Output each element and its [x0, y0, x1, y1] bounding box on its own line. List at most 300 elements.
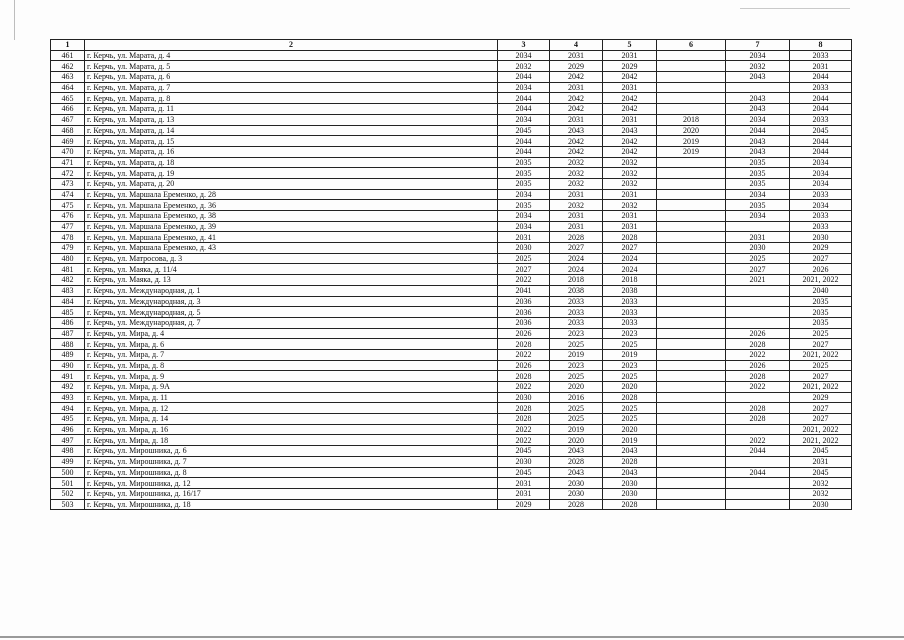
address-cell: г. Керчь, ул. Марата, д. 5: [85, 61, 498, 72]
row-number: 489: [51, 349, 85, 360]
year-cell: 2030: [726, 243, 790, 254]
year-cell: 2032: [790, 488, 852, 499]
row-number: 472: [51, 168, 85, 179]
year-cell: [657, 296, 726, 307]
table-row: [51, 382, 852, 393]
year-cell: [657, 478, 726, 489]
year-cell: 2034: [498, 221, 550, 232]
year-cell: [726, 392, 790, 403]
year-cell: [657, 285, 726, 296]
row-number: 503: [51, 499, 85, 510]
year-cell: 2020: [550, 435, 603, 446]
year-cell: 2033: [550, 317, 603, 328]
year-cell: [657, 424, 726, 435]
column-header: 8: [790, 40, 852, 51]
year-cell: [657, 392, 726, 403]
address-cell: г. Керчь, ул. Маршала Еременко, д. 43: [85, 243, 498, 254]
year-cell: 2034: [498, 50, 550, 61]
year-cell: 2044: [790, 93, 852, 104]
year-cell: 2025: [790, 328, 852, 339]
table-row: [51, 264, 852, 275]
row-number: 469: [51, 136, 85, 147]
year-cell: 2035: [498, 157, 550, 168]
year-cell: [657, 61, 726, 72]
address-cell: г. Керчь, ул. Марата, д. 20: [85, 178, 498, 189]
table-row: [51, 211, 852, 222]
year-cell: 2029: [603, 61, 657, 72]
year-cell: 2031: [498, 232, 550, 243]
year-cell: 2033: [790, 50, 852, 61]
year-cell: [657, 50, 726, 61]
table-row: [51, 446, 852, 457]
year-cell: 2035: [498, 168, 550, 179]
year-cell: 2042: [550, 136, 603, 147]
row-number: 498: [51, 446, 85, 457]
year-cell: 2021, 2022: [790, 275, 852, 286]
address-cell: г. Керчь, ул. Марата, д. 13: [85, 114, 498, 125]
row-number: 478: [51, 232, 85, 243]
row-number: 463: [51, 72, 85, 83]
year-cell: 2032: [603, 200, 657, 211]
year-cell: 2028: [550, 456, 603, 467]
year-cell: 2019: [603, 435, 657, 446]
address-cell: г. Керчь, ул. Марата, д. 4: [85, 50, 498, 61]
year-cell: 2043: [603, 467, 657, 478]
year-cell: 2033: [603, 307, 657, 318]
year-cell: 2022: [726, 349, 790, 360]
year-cell: 2031: [603, 189, 657, 200]
year-cell: 2044: [790, 136, 852, 147]
year-cell: [726, 296, 790, 307]
year-cell: [726, 499, 790, 510]
address-cell: г. Керчь, ул. Мира, д. 4: [85, 328, 498, 339]
address-cell: г. Керчь, ул. Матросова, д. 3: [85, 253, 498, 264]
year-cell: 2035: [726, 200, 790, 211]
year-cell: [657, 211, 726, 222]
year-cell: 2034: [498, 189, 550, 200]
year-cell: 2032: [550, 157, 603, 168]
year-cell: 2031: [726, 232, 790, 243]
year-cell: 2043: [550, 125, 603, 136]
year-cell: 2035: [790, 296, 852, 307]
registry-table: [50, 39, 852, 510]
address-cell: г. Керчь, ул. Мирошника, д. 18: [85, 499, 498, 510]
year-cell: 2022: [726, 382, 790, 393]
address-cell: г. Керчь, ул. Маршала Еременко, д. 39: [85, 221, 498, 232]
year-cell: [657, 200, 726, 211]
year-cell: 2028: [726, 371, 790, 382]
year-cell: 2022: [498, 435, 550, 446]
row-number: 465: [51, 93, 85, 104]
address-cell: г. Керчь, ул. Маршала Еременко, д. 28: [85, 189, 498, 200]
address-cell: г. Керчь, ул. Мирошника, д. 12: [85, 478, 498, 489]
year-cell: 2035: [790, 317, 852, 328]
year-cell: 2022: [726, 435, 790, 446]
year-cell: 2031: [603, 114, 657, 125]
row-number: 464: [51, 82, 85, 93]
table-row: [51, 360, 852, 371]
address-cell: г. Керчь, ул. Международная, д. 5: [85, 307, 498, 318]
year-cell: 2022: [498, 382, 550, 393]
year-cell: 2027: [498, 264, 550, 275]
year-cell: 2019: [550, 349, 603, 360]
table-row: [51, 253, 852, 264]
table-row: [51, 339, 852, 350]
year-cell: 2027: [790, 371, 852, 382]
year-cell: 2031: [603, 221, 657, 232]
table-row: [51, 349, 852, 360]
year-cell: 2034: [498, 211, 550, 222]
year-cell: 2044: [726, 467, 790, 478]
year-cell: 2023: [550, 360, 603, 371]
year-cell: 2032: [550, 178, 603, 189]
table-row: [51, 435, 852, 446]
year-cell: 2028: [603, 456, 657, 467]
year-cell: 2019: [550, 424, 603, 435]
table-row: [51, 72, 852, 83]
row-number: 471: [51, 157, 85, 168]
year-cell: 2031: [550, 211, 603, 222]
year-cell: 2031: [790, 61, 852, 72]
year-cell: 2034: [790, 168, 852, 179]
year-cell: 2026: [498, 328, 550, 339]
year-cell: 2018: [657, 114, 726, 125]
year-cell: 2042: [603, 136, 657, 147]
year-cell: 2022: [498, 424, 550, 435]
year-cell: 2030: [790, 499, 852, 510]
year-cell: 2019: [657, 136, 726, 147]
row-number: 500: [51, 467, 85, 478]
row-number: 497: [51, 435, 85, 446]
address-cell: г. Керчь, ул. Мира, д. 8: [85, 360, 498, 371]
year-cell: 2043: [726, 72, 790, 83]
year-cell: 2024: [550, 264, 603, 275]
row-number: 494: [51, 403, 85, 414]
row-number: 482: [51, 275, 85, 286]
table-row: [51, 328, 852, 339]
row-number: 502: [51, 488, 85, 499]
column-header: 3: [498, 40, 550, 51]
year-cell: [657, 499, 726, 510]
year-cell: 2024: [550, 253, 603, 264]
address-cell: г. Керчь, ул. Мира, д. 9А: [85, 382, 498, 393]
year-cell: 2034: [498, 82, 550, 93]
year-cell: 2031: [498, 478, 550, 489]
year-cell: 2019: [603, 349, 657, 360]
address-cell: г. Керчь, ул. Международная, д. 7: [85, 317, 498, 328]
year-cell: 2019: [657, 146, 726, 157]
year-cell: 2028: [498, 371, 550, 382]
year-cell: [657, 339, 726, 350]
year-cell: 2043: [603, 446, 657, 457]
table-row: [51, 136, 852, 147]
address-cell: г. Керчь, ул. Маршала Еременко, д. 41: [85, 232, 498, 243]
year-cell: 2027: [603, 243, 657, 254]
scan-edge-mark: [0, 636, 904, 638]
year-cell: 2042: [550, 104, 603, 115]
year-cell: [657, 446, 726, 457]
table-row: [51, 499, 852, 510]
year-cell: 2045: [498, 446, 550, 457]
year-cell: 2033: [790, 189, 852, 200]
address-cell: г. Керчь, ул. Мира, д. 18: [85, 435, 498, 446]
address-cell: г. Керчь, ул. Мира, д. 12: [85, 403, 498, 414]
table-row: [51, 189, 852, 200]
table-row: [51, 157, 852, 168]
year-cell: 2031: [550, 82, 603, 93]
year-cell: 2030: [550, 478, 603, 489]
year-cell: 2027: [790, 253, 852, 264]
address-cell: г. Керчь, ул. Мирошника, д. 16/17: [85, 488, 498, 499]
year-cell: 2040: [790, 285, 852, 296]
address-cell: г. Керчь, ул. Мира, д. 6: [85, 339, 498, 350]
year-cell: 2044: [726, 446, 790, 457]
year-cell: 2022: [498, 349, 550, 360]
year-cell: 2027: [550, 243, 603, 254]
address-cell: г. Керчь, ул. Марата, д. 8: [85, 93, 498, 104]
year-cell: 2020: [657, 125, 726, 136]
year-cell: [726, 456, 790, 467]
row-number: 499: [51, 456, 85, 467]
year-cell: 2043: [726, 146, 790, 157]
year-cell: 2030: [498, 456, 550, 467]
year-cell: 2025: [603, 339, 657, 350]
year-cell: 2034: [726, 50, 790, 61]
table-row: [51, 456, 852, 467]
year-cell: [657, 382, 726, 393]
year-cell: 2025: [550, 371, 603, 382]
year-cell: 2044: [790, 146, 852, 157]
year-cell: 2044: [498, 146, 550, 157]
year-cell: 2025: [603, 414, 657, 425]
table-header-row: [51, 40, 852, 51]
row-number: 477: [51, 221, 85, 232]
year-cell: 2018: [550, 275, 603, 286]
year-cell: 2038: [550, 285, 603, 296]
year-cell: 2028: [726, 339, 790, 350]
year-cell: 2025: [790, 360, 852, 371]
year-cell: [657, 253, 726, 264]
year-cell: 2042: [550, 72, 603, 83]
year-cell: 2032: [726, 61, 790, 72]
year-cell: 2025: [726, 253, 790, 264]
year-cell: [657, 243, 726, 254]
address-cell: г. Керчь, ул. Маяка, д. 11/4: [85, 264, 498, 275]
column-header: 5: [603, 40, 657, 51]
year-cell: 2033: [603, 296, 657, 307]
year-cell: 2033: [550, 296, 603, 307]
year-cell: [657, 328, 726, 339]
table-row: [51, 221, 852, 232]
table-row: [51, 114, 852, 125]
year-cell: 2032: [603, 178, 657, 189]
year-cell: 2028: [498, 403, 550, 414]
year-cell: [726, 82, 790, 93]
year-cell: [657, 435, 726, 446]
address-cell: г. Керчь, ул. Мирошника, д. 7: [85, 456, 498, 467]
year-cell: 2044: [498, 93, 550, 104]
row-number: 467: [51, 114, 85, 125]
year-cell: 2034: [726, 189, 790, 200]
table-row: [51, 125, 852, 136]
year-cell: [657, 307, 726, 318]
year-cell: [726, 307, 790, 318]
year-cell: 2032: [550, 168, 603, 179]
year-cell: 2042: [603, 104, 657, 115]
year-cell: 2032: [603, 168, 657, 179]
column-header: 4: [550, 40, 603, 51]
year-cell: [726, 424, 790, 435]
address-cell: г. Керчь, ул. Марата, д. 11: [85, 104, 498, 115]
row-number: 476: [51, 211, 85, 222]
year-cell: 2034: [790, 178, 852, 189]
year-cell: 2031: [603, 211, 657, 222]
year-cell: 2030: [498, 243, 550, 254]
year-cell: [657, 360, 726, 371]
table-row: [51, 178, 852, 189]
year-cell: 2034: [790, 157, 852, 168]
year-cell: 2041: [498, 285, 550, 296]
year-cell: 2033: [603, 317, 657, 328]
year-cell: 2029: [790, 392, 852, 403]
year-cell: 2043: [550, 467, 603, 478]
table-row: [51, 392, 852, 403]
address-cell: г. Керчь, ул. Маяка, д. 13: [85, 275, 498, 286]
year-cell: [657, 371, 726, 382]
year-cell: [657, 178, 726, 189]
year-cell: 2027: [790, 414, 852, 425]
year-cell: [726, 221, 790, 232]
year-cell: [657, 189, 726, 200]
year-cell: 2044: [498, 136, 550, 147]
year-cell: 2035: [790, 307, 852, 318]
year-cell: 2030: [603, 478, 657, 489]
year-cell: 2025: [498, 253, 550, 264]
year-cell: 2031: [498, 488, 550, 499]
year-cell: 2044: [726, 125, 790, 136]
address-cell: г. Керчь, ул. Маршала Еременко, д. 38: [85, 211, 498, 222]
year-cell: 2020: [603, 424, 657, 435]
year-cell: 2035: [726, 168, 790, 179]
year-cell: 2032: [498, 61, 550, 72]
table-row: [51, 61, 852, 72]
year-cell: 2028: [603, 499, 657, 510]
table-row: [51, 232, 852, 243]
year-cell: 2044: [790, 104, 852, 115]
address-cell: г. Керчь, ул. Международная, д. 3: [85, 296, 498, 307]
year-cell: [657, 414, 726, 425]
address-cell: г. Керчь, ул. Марата, д. 15: [85, 136, 498, 147]
year-cell: 2033: [790, 114, 852, 125]
year-cell: 2030: [498, 392, 550, 403]
year-cell: 2029: [790, 243, 852, 254]
year-cell: 2036: [498, 307, 550, 318]
table-row: [51, 424, 852, 435]
year-cell: [657, 72, 726, 83]
year-cell: [657, 456, 726, 467]
table-row: [51, 478, 852, 489]
year-cell: [657, 168, 726, 179]
year-cell: 2043: [726, 93, 790, 104]
year-cell: 2016: [550, 392, 603, 403]
year-cell: 2042: [550, 93, 603, 104]
address-cell: г. Керчь, ул. Мирошника, д. 6: [85, 446, 498, 457]
year-cell: 2043: [726, 104, 790, 115]
year-cell: 2042: [603, 72, 657, 83]
address-cell: г. Керчь, ул. Марата, д. 7: [85, 82, 498, 93]
year-cell: [657, 232, 726, 243]
table-row: [51, 488, 852, 499]
year-cell: 2038: [603, 285, 657, 296]
row-number: 474: [51, 189, 85, 200]
year-cell: [657, 157, 726, 168]
year-cell: 2031: [603, 50, 657, 61]
year-cell: 2035: [726, 178, 790, 189]
row-number: 462: [51, 61, 85, 72]
table-row: [51, 243, 852, 254]
year-cell: [726, 488, 790, 499]
year-cell: 2026: [726, 360, 790, 371]
row-number: 496: [51, 424, 85, 435]
year-cell: [726, 317, 790, 328]
year-cell: 2029: [550, 61, 603, 72]
year-cell: 2028: [603, 392, 657, 403]
row-number: 480: [51, 253, 85, 264]
year-cell: 2030: [790, 232, 852, 243]
year-cell: 2045: [790, 467, 852, 478]
year-cell: 2021, 2022: [790, 382, 852, 393]
row-number: 492: [51, 382, 85, 393]
year-cell: [657, 317, 726, 328]
year-cell: 2024: [603, 253, 657, 264]
year-cell: 2036: [498, 317, 550, 328]
row-number: 468: [51, 125, 85, 136]
year-cell: 2031: [550, 189, 603, 200]
address-cell: г. Керчь, ул. Мирошника, д. 8: [85, 467, 498, 478]
year-cell: [657, 104, 726, 115]
year-cell: 2028: [550, 499, 603, 510]
year-cell: 2042: [603, 146, 657, 157]
year-cell: [726, 285, 790, 296]
column-header: 2: [85, 40, 498, 51]
year-cell: 2044: [498, 104, 550, 115]
year-cell: 2042: [603, 93, 657, 104]
year-cell: [657, 488, 726, 499]
table-row: [51, 82, 852, 93]
year-cell: [657, 221, 726, 232]
table-row: [51, 200, 852, 211]
row-number: 475: [51, 200, 85, 211]
table-row: [51, 317, 852, 328]
year-cell: 2035: [726, 157, 790, 168]
row-number: 485: [51, 307, 85, 318]
row-number: 481: [51, 264, 85, 275]
year-cell: 2042: [550, 146, 603, 157]
year-cell: 2025: [550, 339, 603, 350]
row-number: 483: [51, 285, 85, 296]
year-cell: 2034: [726, 114, 790, 125]
row-number: 473: [51, 178, 85, 189]
row-number: 488: [51, 339, 85, 350]
year-cell: 2032: [603, 157, 657, 168]
address-cell: г. Керчь, ул. Мира, д. 9: [85, 371, 498, 382]
year-cell: 2033: [790, 221, 852, 232]
address-cell: г. Керчь, ул. Мира, д. 16: [85, 424, 498, 435]
year-cell: 2028: [603, 232, 657, 243]
address-cell: г. Керчь, ул. Международная, д. 1: [85, 285, 498, 296]
row-number: 466: [51, 104, 85, 115]
row-number: 490: [51, 360, 85, 371]
